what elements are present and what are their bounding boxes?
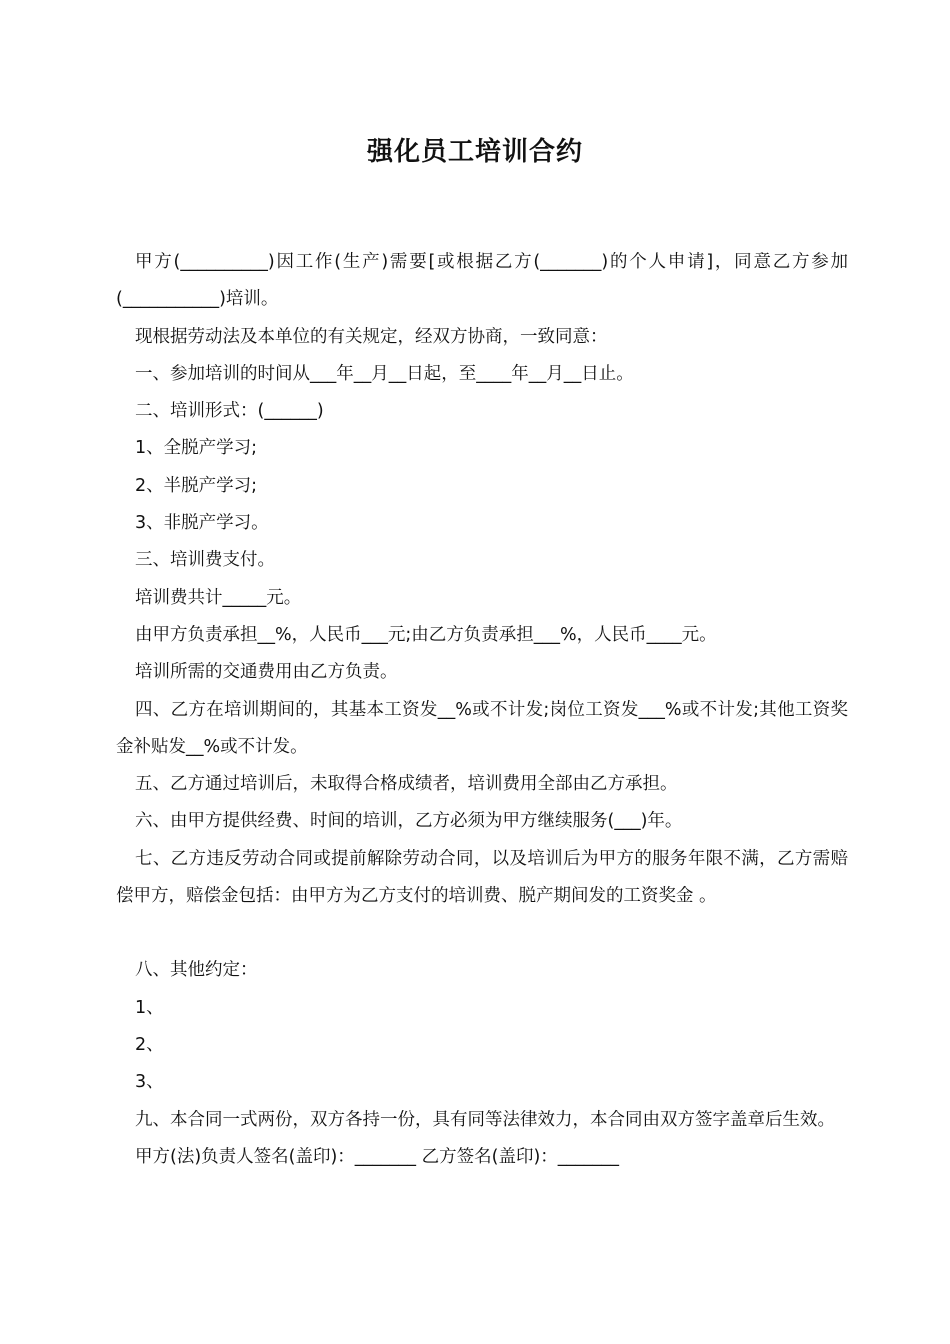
clause-effect: 九、本合同一式两份，双方各持一份，具有同等法律效力，本合同由双方签字盖章后生效。 [135, 1109, 835, 1130]
clause-training-form: 二、培训形式：(______) [135, 401, 324, 422]
document-title: 强化员工培训合约 [366, 137, 583, 167]
paragraph-agreement: 现根据劳动法及本单位的有关规定，经双方协商，一致同意： [135, 326, 608, 347]
other-item-1: 1、 [135, 997, 164, 1018]
list-item-half-time: 2、半脱产学习; [135, 475, 258, 496]
list-item-full-time: 1、全脱产学习; [135, 438, 258, 459]
clause-failure: 五、乙方通过培训后，未取得合格成绩者，培训费用全部由乙方承担。 [135, 774, 678, 795]
signature-line: 甲方(法)负责人签名(盖印)：_______ 乙方签名(盖印)：_______ [135, 1146, 620, 1167]
paragraph-intro: 甲方(__________)因工作(生产)需要[或根据乙方(_______)的个人申请]，同意乙方参加(___________)培训。 [116, 252, 848, 310]
other-item-2: 2、 [135, 1034, 164, 1055]
clause-training-time: 一、参加培训的时间从___年__月__日起，至____年__月__日止。 [135, 363, 634, 384]
fee-transport: 培训所需的交通费用由乙方负责。 [135, 662, 398, 683]
clause-compensation: 七、乙方违反劳动合同或提前解除劳动合同，以及培训后为甲方的服务年限不满，乙方需赔偿甲方，赔偿金包括：由甲方为乙方支付的培训费、脱产期间发的工资奖金 。 [116, 848, 848, 907]
fee-total: 培训费共计_____元。 [135, 587, 302, 608]
clause-training-fee: 三、培训费支付。 [135, 550, 275, 571]
document-body [116, 244, 848, 1176]
clause-service-term: 六、由甲方提供经费、时间的培训，乙方必须为甲方继续服务(___)年。 [135, 811, 683, 832]
clause-salary: 四、乙方在培训期间的，其基本工资发__%或不计发;岗位工资发___%或不计发;其他工资奖金补贴发__%或不计发。 [116, 699, 848, 757]
other-item-3: 3、 [135, 1072, 164, 1093]
blank-gap [116, 915, 848, 952]
list-item-non-release: 3、非脱产学习。 [135, 513, 269, 534]
clause-other: 八、其他约定： [135, 960, 258, 981]
fee-split: 由甲方负责承担__%，人民币___元;由乙方负责承担___%，人民币____元。 [135, 624, 717, 645]
